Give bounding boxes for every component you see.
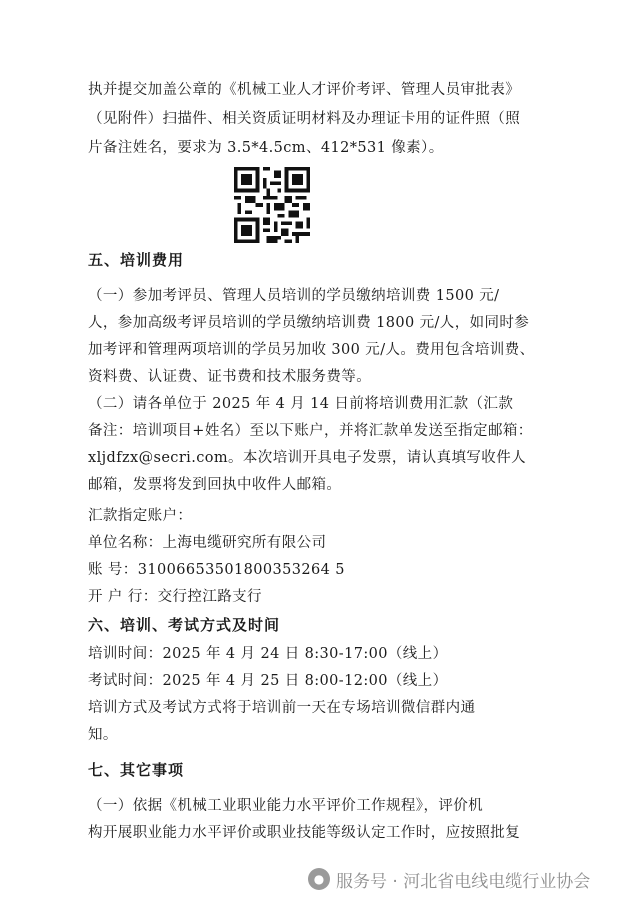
paragraph-line: 执并提交加盖公章的《机械工业人才评价考评、管理人员审批表》	[88, 82, 521, 98]
paragraph-line: 知。	[88, 727, 118, 743]
email-line: xljdfzx@secri.com。本次培训开具电子发票，请认真填写收件人	[88, 450, 526, 466]
paragraph-line: 加考评和管理两项培训的学员另加收 300 元/人。费用包含培训费、	[88, 342, 535, 358]
paragraph-line: 片备注姓名，要求为 3.5*4.5cm、412*531 像素）。	[88, 140, 444, 156]
training-time: 培训时间：2025 年 4 月 24 日 8:30-17:00（线上）	[88, 646, 448, 662]
section-heading-other: 七、其它事项	[88, 761, 185, 779]
paragraph-line: （一）依据《机械工业职业能力水平评价工作规程》，评价机	[88, 798, 484, 814]
wechat-service-icon: ●	[308, 868, 330, 890]
paragraph-line: 构开展职业能力水平评价或职业技能等级认定工作时，应按照批复	[88, 825, 521, 841]
paragraph-line: （一）参加考评员、管理人员培训的学员缴纳培训费 1500 元/	[88, 288, 500, 304]
account-name: 单位名称：上海电缆研究所有限公司	[88, 535, 327, 551]
paragraph-line: 人，参加高级考评员培训的学员缴纳培训费 1800 元/人，如同时参	[88, 315, 530, 331]
qr-code-image	[234, 167, 310, 243]
paragraph-line: （二）请各单位于 2025 年 4 月 14 日前将培训费用汇款（汇款	[88, 396, 514, 412]
section-heading-schedule: 六、培训、考试方式及时间	[88, 616, 281, 634]
watermark	[308, 864, 590, 894]
section-heading-fees: 五、培训费用	[88, 251, 185, 269]
account-title: 汇款指定账户：	[88, 508, 193, 524]
paragraph-line: （见附件）扫描件、相关资质证明材料及办理证卡用的证件照（照	[88, 111, 521, 127]
paragraph-line: 资料费、认证费、证书费和技术服务费等。	[88, 369, 372, 385]
exam-time: 考试时间：2025 年 4 月 25 日 8:00-12:00（线上）	[88, 673, 448, 689]
watermark-text: 服务号 · 河北省电线电缆行业协会	[336, 871, 591, 892]
account-number: 账 号：31006653501800353264 5	[88, 562, 345, 578]
paragraph-line: 备注：培训项目+姓名）至以下账户，并将汇款单发送至指定邮箱：	[88, 423, 533, 439]
paragraph-line: 培训方式及考试方式将于培训前一天在专场培训微信群内通	[88, 700, 476, 716]
account-bank: 开 户 行：交行控江路支行	[88, 589, 262, 605]
paragraph-line: 邮箱，发票将发到回执中收件人邮箱。	[88, 477, 342, 493]
